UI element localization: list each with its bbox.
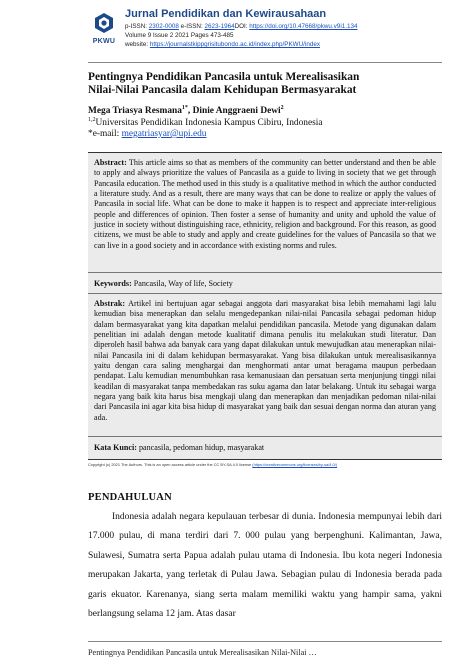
kata-kunci-label: Kata Kunci:	[94, 443, 137, 452]
author-names	[88, 106, 442, 118]
abstrak-text: Artikel ini bertujuan agar sebagai anggota dari masyarakat bisa lebih memahami lagi lalu kemudian bisa menerapkan dan selalu mengedepankan nilai-nilai Pancasila sebagai pedoman hidup dalam bermasyarakat yang kita dapatkan melalui pendidikan pancasila. Metode yang digunakan dalam penelitian ini adalah dengan metode kualitatif dimana penulis itu melakukan studi literatur. Dan diperoleh hasil bahwa ada banyak cara yang dapat dilakukan untuk mewujudkan atau menerapkan nilai-nilai Pancasila ini di dalam kehidupan bermasyarakat. Yang bisa dilakukan untuk merealisasikannya yaitu dengan cara saling menghargai dan menghormati antar umat beragama maupun perbedaan pendapat. Lalu kemudian menumbuhkan rasa kemanusiaan dan persatuan serta menjunjung tinggi nilai keadilan di masyarakat tanpa membedakan ras suku agama dan latar belakang. Untuk itu sebagai warga negara yang baik kita harus bisa mengkaji ulang dan menerapkan dan menjadikan pedoman nilai-nilai dari Pancasila ini agar kita bisa hidup di masyarakat yang baik dan sesuai dengan norma dan aturan yang ada.	[94, 299, 436, 422]
abstract-divider-3	[88, 436, 442, 437]
author-1: Mega Triasya Resmana	[88, 106, 182, 116]
issn-doi-line	[125, 22, 465, 31]
issn-p-link[interactable]: 2302-0008	[148, 23, 179, 30]
author-2: Dinie Anggraeni Dewi	[192, 106, 281, 116]
email-link[interactable]: megatriasyar@upi.edu	[121, 129, 207, 139]
affiliation	[88, 118, 442, 130]
doi-label: DOI:	[234, 23, 250, 30]
website-label: website:	[125, 41, 150, 48]
issn-p-label: p-ISSN:	[125, 23, 149, 30]
website-link[interactable]: https://journalstkippgrisitubondo.ac.id/index.php/PKWU/index	[149, 41, 320, 48]
abstract-label: Abstract:	[94, 158, 127, 167]
author-1-sup: 1*	[181, 104, 188, 111]
email-label: *e-mail:	[88, 129, 122, 139]
kata-kunci-text: pancasila, pedoman hidup, masyarakat	[136, 443, 265, 452]
journal-logo-icon	[93, 12, 115, 34]
issn-e-label: e-ISSN:	[178, 23, 205, 30]
author-separator: ,	[187, 106, 193, 116]
title-line-2: Nilai-Nilai Pancasila dalam Kehidupan Bermasyarakat	[88, 84, 357, 96]
copyright-notice	[88, 462, 442, 467]
abstract-box	[88, 152, 442, 460]
copyright-text: Copyright (c) 2021 The Authors. This is an open access article under the CC BY-SA 4.0 license	[88, 462, 253, 467]
abstract-text: This article aims so that as members of the community can better understand and then be able to apply and always prioritize the values of Pancasila as a guide to living in society that we get through Pancasila education. The method used in this study is a qualitative method in which the author conducted a literature study. And as a result, there are many ways that can be done to realize or apply the values of Pancasila in social life. What can be done to make it happen is to respect and appreciate inter-religious people and differences of opinion. Then foster a sense of humanity and unity and uphold the value of justice in society without distinguishing race, ethnicity, religion and background. For this reason, as good citizens, we must be able to study and apply and create guidelines for the values of Pancasila so that we can live in a good society and in accordance with existing norms and rules.	[94, 158, 436, 250]
doi-link[interactable]: https://doi.org/10.47668/pkwu.v9i1.134	[249, 23, 358, 30]
header-divider	[88, 62, 442, 63]
abstract-divider-2	[88, 293, 442, 294]
journal-logo-text: PKWU	[92, 38, 116, 45]
abstract-divider-1	[88, 272, 442, 273]
article-title	[88, 71, 442, 97]
title-line-1: Pentingnya Pendidikan Pancasila untuk Merealisasikan	[88, 71, 360, 83]
website-line	[125, 40, 465, 49]
keywords-label: Keywords:	[94, 279, 132, 288]
body-paragraph: Indonesia adalah negara kepulauan terbesar di dunia. Indonesia mempunyai lebih dari 17.000 pulau, di mana terdiri dari 7. 000 pulau yang berpenghuni. Kalimantan, Jawa, Sulawesi, Sumatra serta Papua adalah pulau utama di Indonesia. Ibu kota negeri Indonesia merupakan Jakarta, yang terletak di Pulau Jawa. Sebagian pulau di Indonesia berada pada garis ekuator. Karenanya, siang serta malam memiliki waktu yang hampir sama, yakni berlangsung selama 12 jam. Atas dasar	[88, 512, 442, 620]
abstract-english	[94, 158, 436, 251]
abstrak-indonesian	[94, 299, 436, 423]
keywords-text: Pancasila, Way of life, Society	[131, 279, 233, 288]
keywords-english	[94, 279, 436, 289]
email-line	[88, 129, 442, 141]
abstrak-label: Abstrak:	[94, 299, 126, 308]
volume-line: Volume 9 Issue 2 2021 Pages 473-485	[125, 32, 234, 39]
author-2-sup: 2	[280, 104, 284, 111]
journal-title: Jurnal Pendidikan dan Kewirausahaan	[125, 8, 327, 20]
affiliation-sup: 1,2	[88, 116, 96, 123]
issn-e-link[interactable]: 2623-1964	[204, 23, 235, 30]
journal-info	[125, 8, 465, 49]
author-block	[88, 106, 442, 141]
license-link[interactable]: (https://creativecommons.org/licenses/by-sa/4.0/)	[252, 462, 338, 467]
running-footer: Pentingnya Pendidikan Pancasila untuk Merealisasikan Nilai-Nilai …	[88, 648, 317, 657]
affiliation-text: Universitas Pendidikan Indonesia Kampus Cibiru, Indonesia	[95, 117, 323, 128]
kata-kunci	[94, 443, 436, 453]
footer-divider	[88, 641, 442, 642]
section-heading: PENDAHULUAN	[88, 492, 172, 503]
